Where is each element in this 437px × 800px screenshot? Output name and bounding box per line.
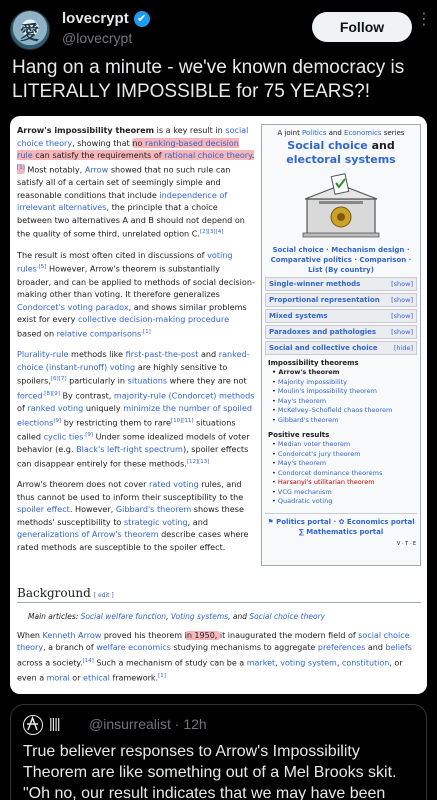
wiki-intro-paragraph: Arrow's impossibility theorem is a key result in social choice theory, showing that no ranking-based decision rule can satisfy the requirements of rational choice theory.[1] Most notably, Arrow showed that no such rule can satisfy all of a certain set of seemingly simple and reasonable conditions that include independence of irrelevant alternatives, the principle that a choice between two alternatives A and B should not depend on the quality of some third, unrelated option C.[2][3][4] — [17, 125, 255, 240]
row-mixed[interactable]: Mixed systems [show] — [265, 309, 417, 323]
highlight-1950: in 1950, — [184, 631, 220, 640]
row-paradoxes[interactable]: Paradoxes and pathologies [show] — [265, 325, 417, 339]
mathematics-portal-icon: ∑ — [298, 527, 304, 536]
positive-results-section: Positive results • Median voter theorem • Condorcet's jury theorem • May's theorem • Condorcet dominance theorems • Harsanyi's utilitarian theorem • VCG mechanism • Quadratic voting — [265, 429, 417, 509]
quoted-tweet[interactable] — [10, 704, 427, 800]
tweet-header — [10, 8, 432, 52]
highlight-no-ranking-rule: no ranking-based decision rule can satisfy the requirements of rational choice theory.[1] — [17, 138, 254, 175]
ballot-box-icon — [301, 173, 381, 239]
row-social-collective[interactable]: Social and collective choice [hide] — [265, 341, 417, 355]
list-item[interactable]: • McKelvey–Schofield chaos theorem — [272, 406, 414, 416]
background-paragraph: When Kenneth Arrow proved his theorem in 1950, it inaugurated the modern field of social choice theory, a branch of welfare economics studying mechanisms to aggregate preferences and beliefs across a society.[14] Such a mechanism of study can be a market, voting system, constitution, or even a moral or ethical framework.[1] — [17, 631, 412, 683]
row-proportional[interactable]: Proportional representation [show] — [265, 293, 417, 307]
author-display-name[interactable]: lovecrypt — [62, 10, 129, 27]
edit-link[interactable]: [ edit ] — [93, 592, 114, 599]
anarchy-circle-icon[interactable] — [23, 715, 43, 735]
background-heading: Background [ edit ] — [17, 586, 421, 603]
economics-portal-icon: ✿ — [338, 517, 345, 526]
quote-text: True believer responses to Arrow's Impossibility Theorem are like something out of a Mel Brooks skit. "Oh no, our result indicates that we may have been — [23, 743, 397, 800]
list-item[interactable]: • Median voter theorem — [272, 440, 414, 450]
portal-links[interactable]: ⚑ Politics portal · ✿ Economics portal ∑ Mathematics portal — [265, 513, 417, 537]
avatar-glyph: 愛 — [20, 22, 40, 44]
more-options-icon[interactable]: ⋮ — [416, 11, 432, 28]
series-caption: A joint Politics and Economics series — [277, 129, 405, 137]
tweet-text: Hang on a minute - we've known democracy is LITERALLY IMPOSSIBLE for 75 YEARS?! — [12, 57, 405, 102]
list-item[interactable]: • Moulin's impossibility theorem — [272, 387, 414, 397]
vte-links[interactable]: V · T · E — [396, 540, 416, 547]
sidebar-title: Social choice and electoral systems — [286, 139, 396, 166]
wiki-paragraph-2: The result is most often cited in discussions of voting rules$^{.[5]}$ However, Arrow's theorem is substantially broader, and can be applied to methods of social decision-making other than voting. It therefore generalizes Condorcet's voting paradox, and shows similar problems exist for every collective decision-making procedure based on relative comparisons$^{.[1]}$ — [17, 249, 255, 339]
sidebar-links[interactable]: Social choice · Mechanism design · Comparative politics · Comparison · List (By country) — [270, 246, 412, 274]
wiki-article-body — [17, 124, 255, 562]
author-handle[interactable]: @lovecrypt — [62, 30, 133, 46]
wiki-paragraph-3: Plurality-rule methods like first-past-the-post and ranked-choice (instant-runoff) voting are highly sensitive to spoilers,[6][7] particularly in situations where they are not forced$^{.[8][9]}$ By contrast, majority-rule (Condorcet) methods of ranked voting uniquely minimize the number of spoiled elections[9] by restricting them to rare[10][11] situations called cyclic ties$^{.[9]}$ Under some idealized models of voter behavior (e.g. Black's left-right spectrum), spoiler effects can disappear entirely for these methods.[12][13] — [17, 349, 255, 469]
verified-badge-icon: ✔ — [134, 11, 150, 27]
list-item[interactable]: • Condorcet's jury theorem — [272, 450, 414, 460]
politics-portal-icon: ⚑ — [267, 517, 274, 526]
quote-display-name[interactable]: |||| — [49, 715, 60, 731]
main-articles-note: Main articles: Social welfare function, Voting systems, and Social choice theory — [28, 612, 326, 621]
follow-button[interactable]: Follow — [312, 12, 412, 42]
wiki-infobox-sidebar — [261, 124, 421, 566]
list-item[interactable]: • VCG mechanism — [272, 488, 414, 498]
list-item[interactable]: • Condorcet dominance theorems — [272, 469, 414, 479]
author-avatar[interactable] — [10, 10, 50, 50]
quote-handle[interactable]: @insurrealist · 12h — [89, 716, 207, 732]
list-item[interactable]: • Majority impossibility — [272, 378, 414, 388]
author-name-row — [62, 10, 150, 27]
list-item[interactable]: • Gibbard's theorem — [272, 416, 414, 426]
list-item[interactable]: • Harsanyi's utilitarian theorem — [272, 478, 414, 488]
row-single-winner[interactable]: Single-winner methods [show] — [265, 277, 417, 291]
wikipedia-screenshot[interactable] — [10, 116, 427, 694]
list-item[interactable]: • May's theorem — [272, 459, 414, 469]
list-item[interactable]: • May's theorem — [272, 397, 414, 407]
list-item: • Arrow's theorem — [272, 368, 414, 378]
list-item[interactable]: • Quadratic voting — [272, 497, 414, 507]
impossibility-section: Impossibility theorems • Arrow's theorem • Majority impossibility • Moulin's impossibility theorem • May's theorem • McKelvey–Schofield chaos theorem • Gibbard's theorem — [265, 357, 417, 427]
wiki-paragraph-4: Arrow's theorem does not cover rated voting rules, and thus cannot be used to inform their susceptibility to the spoiler effect. However, Gibbard's theorem shows these methods' susceptibility to strategic voting, and generalizations of Arrow's theorem describe cases where rated methods are susceptible to the spoiler effect. — [17, 479, 249, 552]
